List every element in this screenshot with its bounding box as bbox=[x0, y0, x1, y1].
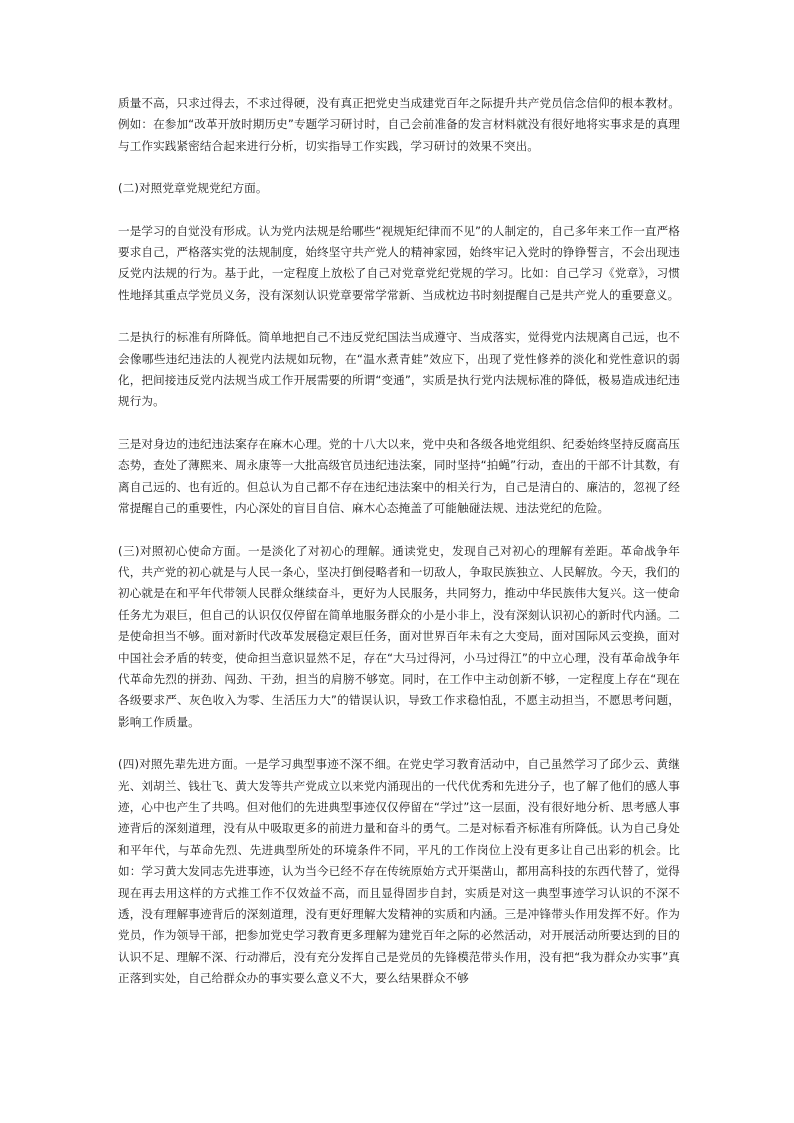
section-heading-party-rules: (二)对照党章党规党纪方面。 bbox=[118, 181, 268, 196]
paragraph-execution-standard: 二是执行的标准有所降低。简单地把自己不违反党纪国法当成遵守、当成落实，觉得党内法规离自己远，也不会像哪些违纪违法的人视党内法规如玩物，在“温水煮青蛙”效应下，出现了党性修养的淡化和党性意识的弱化，把间接违反党内法规当成工作开展需要的所谓“变通”，实质是执行党内法规标准的降低，极易造成违纪违规行为。 bbox=[118, 330, 680, 409]
document-body bbox=[118, 93, 680, 990]
paragraph-study-quality: 质量不高，只求过得去，不求过得硬，没有真正把党史当成建党百年之际提升共产党员信念信仰的根本教材。例如：在参加“改革开放时期历史”专题学习研讨时，自己会前准备的发言材料就没有很好地将实事求是的真理与工作实践紧密结合起来进行分析，切实指导工作实践，学习研讨的效果不突出。 bbox=[118, 96, 680, 153]
paragraph-study-awareness: 一是学习的自觉没有形成。认为党内法规是给哪些“视规矩纪律而不见”的人制定的，自己多年来工作一直严格要求自己，严格落实党的法规制度，始终坚守共产党人的精神家园，始终牢记入党时的铮铮誓言，不会出现违反党内法规的行为。基于此，一定程度上放松了自己对党章党纪党规的学习。比如：自己学习《党章》，习惯性地择其重点学党员义务，没有深刻认识党章要常学常新、当成枕边书时刻提醒自己是共产党人的重要意义。 bbox=[118, 223, 680, 302]
paragraph-original-mission: (三)对照初心使命方面。一是淡化了对初心的理解。通读党史，发现自己对初心的理解有差距。革命战争年代，共产党的初心就是与人民一条心，坚决打倒侵略者和一切敌人，争取民族独立、人民解放。今天，我们的初心就是在和平年代带领人民群众继续奋斗，更好为人民服务，共同努力，推动中华民族伟大复兴。这一使命任务尤为艰巨，但自己的认识仅仅停留在简单地服务群众的小是小非上，没有深刻认识初心的新时代内涵。二是使命担当不够。面对新时代改革发展稳定艰巨任务，面对世界百年未有之大变局，面对国际风云变换，面对中国社会矛盾的转变，使命担当意识显然不足，存在“大马过得河，小马过得江”的中立心理，没有革命战争年代革命先烈的拼劲、闯劲、干劲，担当的肩膀不够宽。同时，在工作中主动创新不够，一定程度上存在“现在各级要求严、灰色收入为零、生活压力大”的错误认识，导致工作求稳怕乱，不愿主动担当，不愿思考问题，影响工作质量。 bbox=[118, 543, 680, 729]
paragraph-numb-mentality: 三是对身边的违纪违法案存在麻木心理。党的十八大以来，党中央和各级各地党组织、纪委始终坚持反腐高压态势，查处了薄熙来、周永康等一大批高级官员违纪违法案，同时坚持“拍蝇”行动，查出的干部不计其数，有离自己远的、也有近的。但总认为自己都不存在违纪违法案中的相关行为，自己是清白的、廉洁的，忽视了经常提醒自己的重要性，内心深处的盲目自信、麻木心态掩盖了可能触碰法规、违法党纪的危险。 bbox=[118, 436, 680, 516]
paragraph-predecessors: (四)对照先辈先进方面。一是学习典型事迹不深不细。在党史学习教育活动中，自己虽然学习了邱少云、黄继光、刘胡兰、钱壮飞、黄大发等共产党成立以来党内涌现出的一代代优秀和先进分子，也了解了他们的感人事迹，心中也产生了共鸣。但对他们的先进典型事迹仅仅停留在“学过”这一层面，没有很好地分析、思考感人事迹背后的深刻道理，没有从中吸取更多的前进力量和奋斗的勇气。二是对标看齐标准有所降低。认为自己身处和平年代，与革命先烈、先进典型所处的环境条件不同，平凡的工作岗位上没有更多让自己出彩的机会。比如：学习黄大发同志先进事迹，认为当今已经不存在传统原始方式开渠凿山，都用高科技的东西代替了，觉得现在再去用这样的方式推工作不仅效益不高，而且显得固步自封，实质是对这一典型事迹学习认识的不深不透，没有理解事迹背后的深刻道理，没有更好理解大发精神的实质和内涵。三是冲锋带头作用发挥不好。作为党员，作为领导干部，把参加党史学习教育更多理解为建党百年之际的必然活动，对开展活动所要达到的目的认识不足、理解不深、行动滞后，没有充分发挥自己是党员的先锋模范带头作用，没有把“我为群众办实事”真正落到实处，自己给群众办的事实要么意义不大，要么结果群众不够 bbox=[118, 757, 680, 986]
